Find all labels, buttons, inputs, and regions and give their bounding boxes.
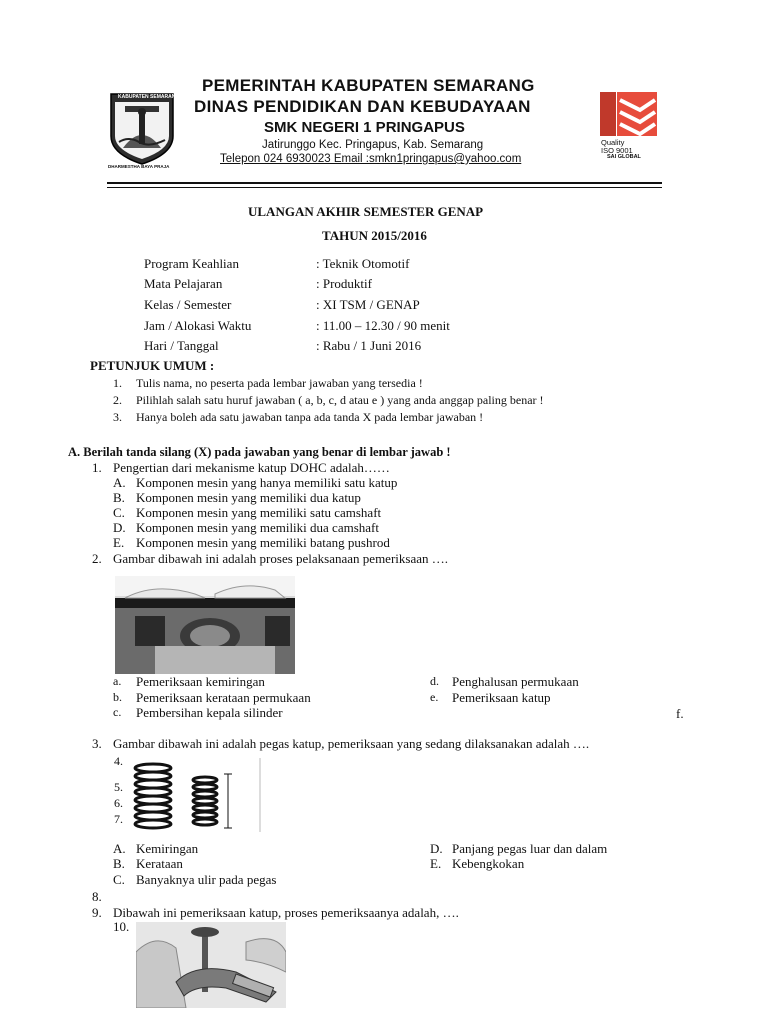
option-letter: d.: [430, 674, 439, 688]
option-letter: D.: [113, 520, 126, 535]
option-letter: C.: [113, 872, 125, 887]
instruction-number: 3.: [113, 410, 122, 424]
stray-f-mark: f.: [676, 706, 684, 721]
instructions-heading: PETUNJUK UMUM :: [90, 358, 215, 373]
question-number: 8.: [92, 889, 102, 904]
instruction-item: Hanya boleh ada satu jawaban tanpa ada tanda X pada lembar jawaban !: [136, 410, 484, 424]
valve-springs-figure: [128, 756, 264, 834]
question-2-option-e: Pemeriksaan katup: [452, 690, 551, 705]
header-contact[interactable]: Telepon 024 6930023 Email :smkn1pringapus@yahoo.com: [220, 153, 522, 165]
option-letter: a.: [113, 674, 122, 688]
question-number: 10.: [113, 919, 130, 934]
question-1-option-d: Komponen mesin yang memiliki dua camshaft: [136, 520, 379, 535]
info-label: Kelas / Semester: [144, 297, 232, 312]
question-9-text: Dibawah ini pemeriksaan katup, proses pemeriksaanya adalah, ….: [113, 905, 459, 920]
option-letter: A.: [113, 841, 126, 856]
question-2-option-b: Pemeriksaan kerataan permukaan: [136, 690, 311, 705]
header-line-2: DINAS PENDIDIKAN DAN KEBUDAYAAN: [194, 97, 531, 116]
info-label: Jam / Alokasi Waktu: [144, 318, 252, 333]
question-3-option-c: Banyaknya ulir pada pegas: [136, 872, 277, 887]
question-number: 3.: [92, 736, 102, 751]
question-1-option-a: Komponen mesin yang hanya memiliki satu katup: [136, 475, 398, 490]
option-letter: A.: [113, 475, 126, 490]
question-number: 2.: [92, 551, 102, 566]
header-line-1: PEMERINTAH KABUPATEN SEMARANG: [202, 76, 535, 95]
question-number: 9.: [92, 905, 102, 920]
cert-body: SAI GLOBAL: [607, 154, 641, 160]
option-letter: E.: [430, 856, 442, 871]
question-3-option-e: Kebengkokan: [452, 856, 525, 871]
info-value: : XI TSM / GENAP: [316, 297, 420, 312]
instruction-number: 2.: [113, 393, 122, 407]
cert-system-text: Certified System: [592, 90, 597, 124]
instruction-number: 1.: [113, 376, 122, 390]
cert-quality: Quality: [601, 138, 625, 147]
section-a-heading: A. Berilah tanda silang (X) pada jawaban yang benar di lembar jawab !: [68, 445, 451, 459]
valve-micrometer-photo: [136, 922, 286, 1008]
logo-motto: DHARMESTHA BAYA PRAJA: [108, 164, 170, 169]
question-3-option-d: Panjang pegas luar dan dalam: [452, 841, 608, 856]
question-1-option-b: Komponen mesin yang memiliki dua katup: [136, 490, 361, 505]
question-1-option-e: Komponen mesin yang memiliki batang pushrod: [136, 535, 390, 550]
question-1-text: Pengertian dari mekanisme katup DOHC adalah……: [113, 460, 390, 475]
option-letter: C.: [113, 505, 125, 520]
stray-number: 5.: [114, 780, 123, 794]
question-3-option-b: Kerataan: [136, 856, 183, 871]
option-letter: b.: [113, 690, 122, 704]
info-label: Program Keahlian: [144, 256, 239, 271]
question-3-text: Gambar dibawah ini adalah pegas katup, pemeriksaan yang sedang dilaksanakan adalah ….: [113, 736, 590, 751]
letterhead-rule-thick: [107, 182, 662, 184]
info-value: : 11.00 – 12.30 / 90 menit: [316, 318, 450, 333]
question-2-text: Gambar dibawah ini adalah proses pelaksanaan pemeriksaan ….: [113, 551, 448, 566]
option-letter: E.: [113, 535, 125, 550]
option-letter: D.: [430, 841, 443, 856]
option-letter: e.: [430, 690, 439, 704]
school-logo: [109, 92, 175, 170]
stray-number: 4.: [114, 754, 123, 768]
letterhead-rule-thin: [107, 187, 662, 188]
info-value: : Produktif: [316, 276, 372, 291]
instruction-item: Tulis nama, no peserta pada lembar jawaban yang tersedia !: [136, 376, 423, 390]
logo-top-text: KABUPATEN SEMARANG: [118, 94, 180, 100]
option-letter: c.: [113, 705, 122, 719]
info-value: : Rabu / 1 Juni 2016: [316, 338, 422, 353]
stray-number: 7.: [114, 812, 123, 826]
exam-title: ULANGAN AKHIR SEMESTER GENAP: [248, 204, 484, 219]
stray-number: 6.: [114, 796, 123, 810]
question-1-option-c: Komponen mesin yang memiliki satu camshaft: [136, 505, 382, 520]
question-3-option-a: Kemiringan: [136, 841, 199, 856]
info-value: : Teknik Otomotif: [316, 256, 410, 271]
info-label: Hari / Tanggal: [144, 338, 219, 353]
question-number: 1.: [92, 460, 102, 475]
header-address: Jatirunggo Kec. Pringapus, Kab. Semarang: [262, 139, 484, 151]
question-2-option-a: Pemeriksaan kemiringan: [136, 674, 265, 689]
question-2-option-d: Penghalusan permukaan: [452, 674, 579, 689]
header-line-3: SMK NEGERI 1 PRINGAPUS: [264, 119, 465, 136]
instruction-item: Pilihlah salah satu huruf jawaban ( a, b, c, d atau e ) yang anda anggap paling benar !: [136, 393, 544, 407]
option-letter: B.: [113, 856, 125, 871]
exam-year: TAHUN 2015/2016: [322, 228, 427, 243]
info-label: Mata Pelajaran: [144, 276, 223, 291]
option-letter: B.: [113, 490, 125, 505]
question-2-option-c: Pembersihan kepala silinder: [136, 705, 283, 720]
cert-iso: ISO 9001: [601, 146, 633, 155]
cylinder-head-inspection-photo: [115, 576, 295, 674]
